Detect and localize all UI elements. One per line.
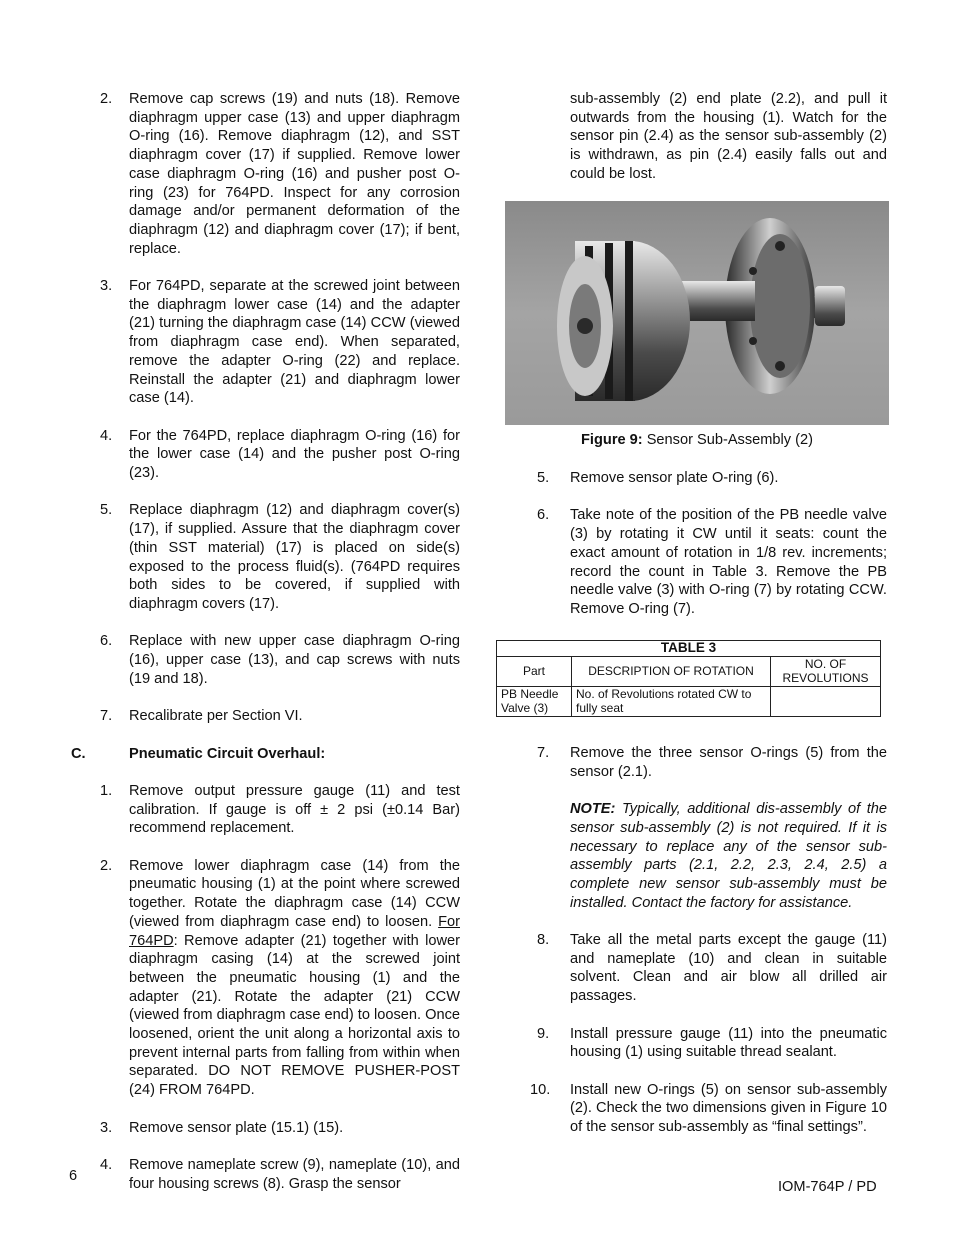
- list-item: [537, 931, 887, 1006]
- item-text-b: : Remove adapter (21) together with lower diaphragm casing (14) at the screwed joint between the pneumatic housing (1) and the adapter (21). Rotate the adapter (21) CCW (viewed from diaphragm case end) to loosen. Once loosened, orient the unit along a horizontal axis to prevent internal parts from falling from within when separated. DO NOT REMOVE PUSHER-POST (24) FROM 764PD.: [129, 932, 460, 1099]
- item-underlined-text: For 764PD: [129, 913, 460, 949]
- note: [537, 800, 887, 912]
- page-number: 6: [69, 1168, 78, 1184]
- list-item: [537, 469, 887, 488]
- item-number: 3.: [100, 278, 113, 295]
- right-column-top: [537, 90, 887, 202]
- item-text: Remove sensor plate (15.1) (15).: [129, 1119, 344, 1136]
- item-number: 9.: [537, 1025, 550, 1042]
- table-header-cell: DESCRIPTION OF ROTATION: [572, 656, 771, 686]
- list-item: [100, 1119, 460, 1138]
- document-id: IOM-764P / PD: [778, 1179, 877, 1195]
- list-item: [537, 506, 887, 618]
- right-column-middle: [537, 469, 887, 637]
- item-text: Remove nameplate screw (9), nameplate (10), and four housing screws (8). Grasp the sensor: [129, 1156, 460, 1192]
- item-text: Replace with new upper case diaphragm O-ring (16), upper case (13), and cap screws with nuts (19 and 18).: [129, 633, 460, 687]
- list-item: [100, 632, 460, 688]
- item-text: Recalibrate per Section VI.: [129, 708, 303, 725]
- item-number: 5.: [100, 502, 113, 519]
- item-text: Remove cap screws (19) and nuts (18). Remove diaphragm upper case (13) and upper diaphragm O-ring (16). Remove diaphragm (12), and SST diaphragm cover (17) if supplied. Remove lower case diaphragm O-ring (16) and pusher post O-ring (23) for 764PD. Inspect for any corrosion damage and/or permanent deformation of the diaphragm (12) and diaphragm cover (17); if bent, replace.: [129, 91, 460, 257]
- item-text: Install new O-rings (5) on sensor sub-assembly (2). Check the two dimensions given in Figure 10 of the sensor sub-assembly as “final settings”.: [570, 1081, 887, 1135]
- table-header-cell: NO. OF REVOLUTIONS: [771, 656, 881, 686]
- item-text: Take note of the position of the PB needle valve (3) by rotating it CW until it seats: count the exact amount of rotation in 1/8 rev. increments; record the count in Table 3. Remove the PB needle valve (3) with O-ring (7) by rotating CCW. Remove O-ring (7).: [570, 507, 887, 617]
- list-item: [100, 501, 460, 613]
- list-item: [100, 277, 460, 408]
- note-text: Typically, additional dis-assembly of the sensor sub-assembly (2) is not required. If it is necessary to replace any of the sensor sub-assembly parts (2.1, 2.2, 2.3, 2.4, 2.5) a complete new sensor sub-assembly must be installed. Contact the factory for assistance.: [570, 801, 887, 911]
- right-column-bottom: [530, 744, 887, 1155]
- item-text: For 764PD, separate at the screwed joint between the diaphragm lower case (14) and the adapter (21) turning the diaphragm case (14) CCW (viewed from diaphragm case end). When separated, remove the adapter O-ring (22) and replace. Reinstall the adapter (21) and diaphragm lower case (14).: [129, 278, 460, 407]
- continuation-text: sub-assembly (2) end plate (2.2), and pull it outwards from the housing (1). Watch for the sensor pin (2.4) as the sensor sub-assembly (2) is withdrawn, as pin (2.4) easily falls out and could be lost.: [570, 91, 887, 182]
- table-cell: [771, 686, 881, 716]
- list-item: [100, 857, 460, 1100]
- item-number: 7.: [537, 745, 550, 761]
- item-text: Remove sensor plate O-ring (6).: [570, 470, 779, 486]
- item-text: Replace diaphragm (12) and diaphragm cover(s) (17), if supplied. Assure that the diaphragm cover (thin SST material) (17) is placed on side(s) exposed to the process fluid(s). (764PD requires both sides to be covered, if supplied with diaphragm covers (17).: [129, 502, 460, 612]
- table-title: TABLE 3: [497, 641, 881, 657]
- section-title: Pneumatic Circuit Overhaul:: [129, 745, 326, 762]
- figure-caption: [505, 432, 889, 448]
- section-heading: [71, 745, 460, 764]
- item-number: 4.: [100, 427, 113, 444]
- item-number: 6.: [100, 633, 113, 650]
- item-number: 5.: [537, 470, 550, 486]
- table-header-row: [497, 656, 881, 686]
- item-text: For the 764PD, replace diaphragm O-ring (16) for the lower case (14) and the pusher post O-ring (23).: [129, 427, 460, 482]
- table-title-row: [497, 641, 881, 657]
- item-number: 7.: [100, 708, 113, 725]
- list-item: [537, 1025, 887, 1062]
- figure-caption-text: Sensor Sub-Assembly (2): [642, 432, 813, 448]
- list-item: [100, 427, 460, 483]
- list-item: [100, 90, 460, 258]
- item-number: 6.: [537, 507, 550, 524]
- item-number: 3.: [100, 1119, 113, 1136]
- list-item: [100, 1156, 460, 1193]
- item-text: Install pressure gauge (11) into the pneumatic housing (1) using suitable thread sealant.: [570, 1025, 887, 1061]
- list-item: [537, 744, 887, 781]
- item-number: 2.: [100, 857, 113, 874]
- item-number: 8.: [537, 932, 550, 948]
- figure-label: Figure 9:: [581, 432, 643, 448]
- item-number: 4.: [100, 1156, 113, 1173]
- table-cell: PB Needle Valve (3): [497, 686, 572, 716]
- item-number: 1.: [100, 782, 113, 799]
- item-text: Take all the metal parts except the gauge (11) and nameplate (10) and clean in suitable solvent. Clean and air blow all drilled air passages.: [570, 932, 887, 1005]
- sensor-subassembly-photo: [505, 201, 889, 425]
- table-header-cell: Part: [497, 656, 572, 686]
- section-letter: C.: [71, 745, 86, 762]
- table-3: [496, 640, 881, 717]
- item-text-a: Remove lower diaphragm case (14) from the pneumatic housing (1) at the point where screwed together. Rotate the diaphragm case (14) CCW (viewed from diaphragm case end) to loosen.: [129, 857, 460, 930]
- table-row: [497, 686, 881, 716]
- list-item: [530, 1081, 887, 1137]
- item-number: 2.: [100, 91, 113, 107]
- note-label: NOTE:: [570, 801, 616, 818]
- item-text: Remove output pressure gauge (11) and test calibration. If gauge is off ± 2 psi (±0.14 Bar) recommend replacement.: [129, 782, 460, 837]
- list-item: [100, 707, 460, 726]
- table-cell: No. of Revolutions rotated CW to fully seat: [572, 686, 771, 716]
- list-item: [100, 782, 460, 838]
- item-text: Remove the three sensor O-rings (5) from the sensor (2.1).: [570, 745, 887, 780]
- item-number: 10.: [530, 1081, 551, 1098]
- left-column: [71, 90, 460, 1212]
